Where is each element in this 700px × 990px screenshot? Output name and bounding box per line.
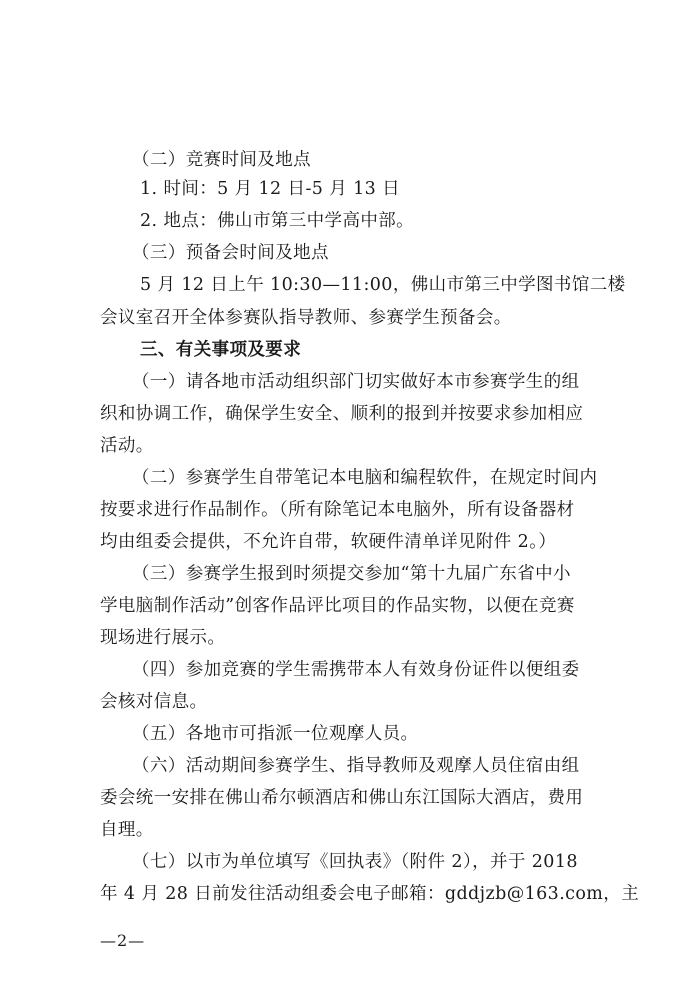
section-heading-requirements: 三、有关事项及要求 xyxy=(140,340,302,360)
body-text-line: 按要求进行作品制作。（所有除笔记本电脑外，所有设备器材 xyxy=(100,500,575,520)
body-text-line: 学电脑制作活动”创客作品评比项目的作品实物，以便在竞赛 xyxy=(100,596,575,616)
body-text-line: 织和协调工作，确保学生安全、顺利的报到并按要求参加相应 xyxy=(100,404,584,424)
body-text-line: （七）以市为单位填写《回执表》（附件 2），并于 2018 xyxy=(132,852,578,872)
subsection-heading-meeting: （三）预备会时间及地点 xyxy=(132,243,329,263)
body-text-line: （二）参赛学生自带笔记本电脑和编程软件，在规定时间内 xyxy=(132,468,598,488)
body-text-line: 5 月 12 日上午 10:30—11:00，佛山市第三中学图书馆二楼 xyxy=(140,275,626,295)
body-text-line: 现场进行展示。 xyxy=(100,628,226,648)
time-item: 1. 时间：5 月 12 日-5 月 13 日 xyxy=(140,179,401,199)
body-text-line: （四）参加竞赛的学生需携带本人有效身份证件以便组委 xyxy=(132,660,580,680)
body-text-line: （五）各地市可指派一位观摩人员。 xyxy=(132,724,419,744)
body-text-line: 自理。 xyxy=(100,820,154,840)
body-text-line: 委会统一安排在佛山希尔顿酒店和佛山东江国际大酒店，费用 xyxy=(100,788,584,808)
body-text-line: 活动。 xyxy=(100,436,154,456)
body-text-line: 会议室召开全体参赛队指导教师、参赛学生预备会。 xyxy=(100,308,512,328)
body-text-line: （一）请各地市活动组织部门切实做好本市参赛学生的组 xyxy=(132,372,580,392)
body-text-line: （三）参赛学生报到时须提交参加“第十九届广东省中小 xyxy=(132,564,571,584)
page-number: —2— xyxy=(100,931,146,950)
body-text-line: 会核对信息。 xyxy=(100,692,208,712)
body-text-line: （六）活动期间参赛学生、指导教师及观摩人员住宿由组 xyxy=(132,756,580,776)
location-item: 2. 地点：佛山市第三中学高中部。 xyxy=(140,211,415,231)
body-text-line: 年 4 月 28 日前发往活动组委会电子邮箱：gddjzb@163.com，主 xyxy=(100,884,640,904)
body-text-line: 均由组委会提供，不允许自带，软硬件清单详见附件 2。） xyxy=(100,532,557,552)
subsection-heading-competition-time: （二）竞赛时间及地点 xyxy=(132,150,311,170)
